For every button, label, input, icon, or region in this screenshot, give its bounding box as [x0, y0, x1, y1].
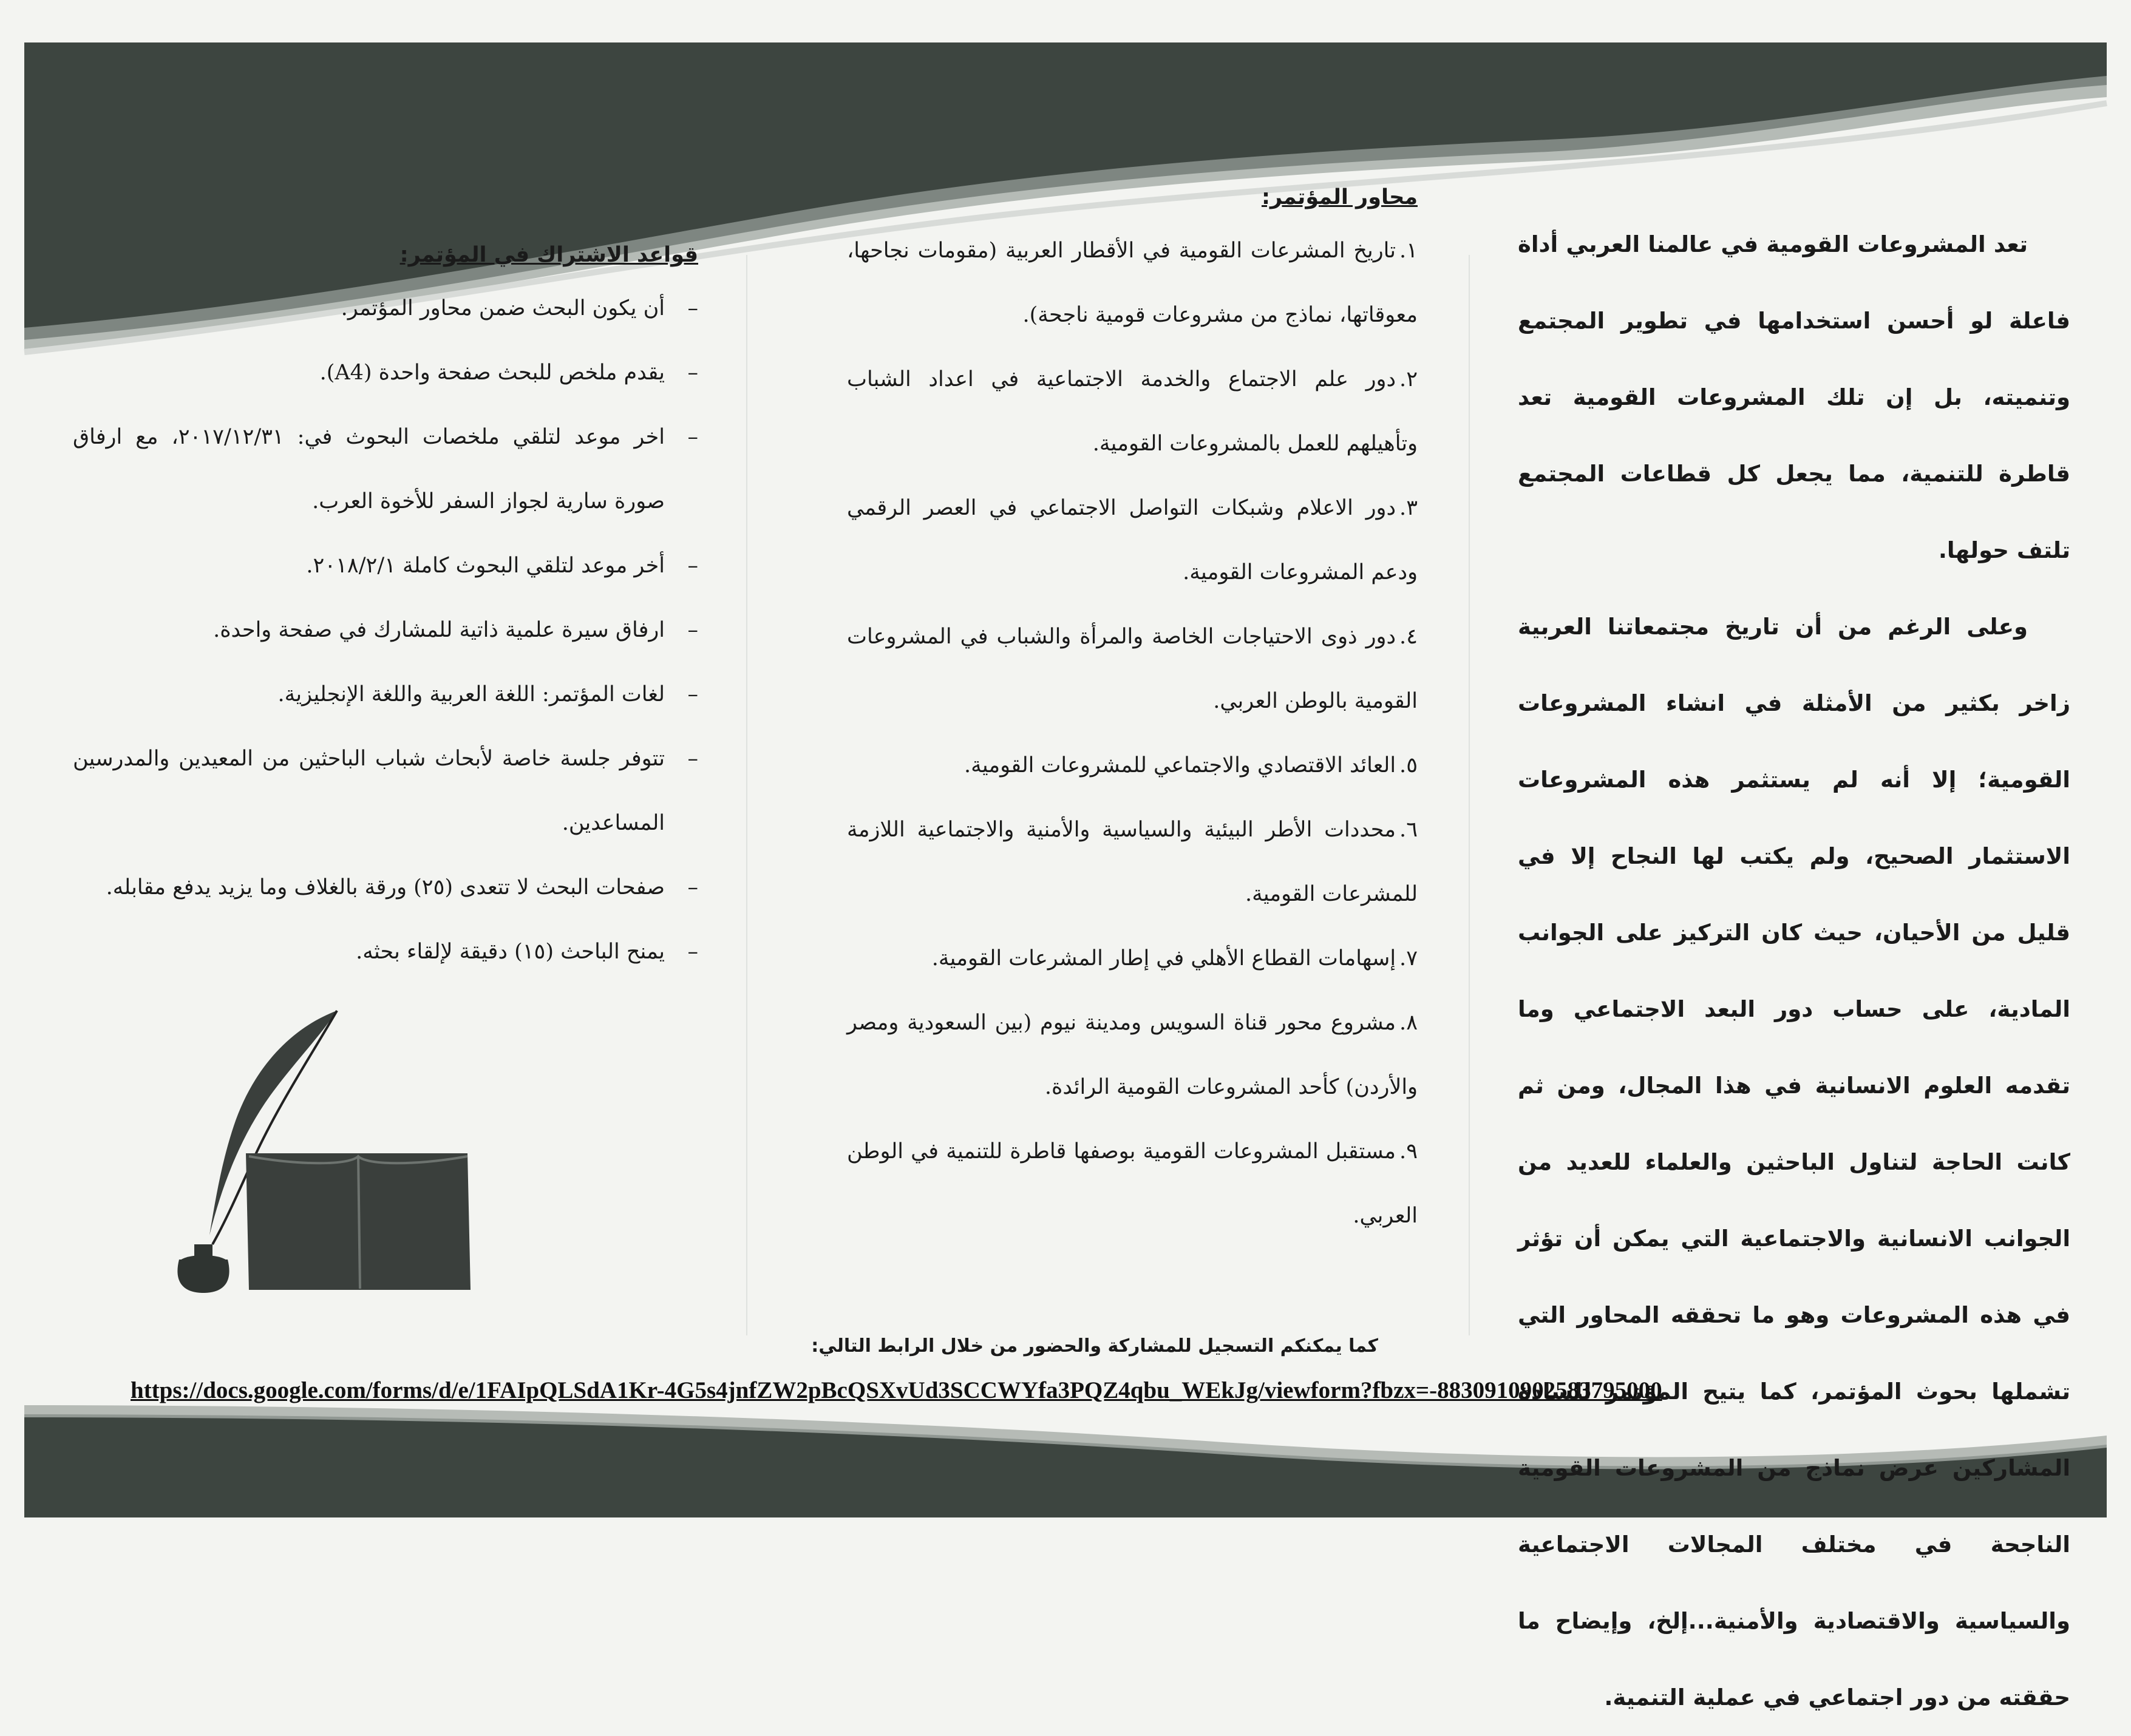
list-item: – تتوفر جلسة خاصة لأبحاث شباب الباحثين من المعيدين والمدرسين المساعدين.: [73, 727, 698, 855]
item-number: ٩.: [1399, 1139, 1418, 1164]
quill-and-inkwell-icon: [131, 1005, 483, 1296]
registration-link[interactable]: https://docs.google.com/forms/d/e/1FAIpQLSdA1Kr-4G5s4jnfZW2pBcQSXvUd3SCCWYfa3PQZ4qbu_WEkJg/viewform?fbzx=-8830910902583795000: [131, 1377, 1662, 1403]
item-number: ٨.: [1399, 1011, 1418, 1035]
item-text: مستقبل المشروعات القومية بوصفها قاطرة للتنمية في الوطن العربي.: [847, 1139, 1418, 1228]
list-item: – ارفاق سيرة علمية ذاتية للمشارك في صفحة واحدة.: [73, 598, 698, 662]
open-book-icon: [246, 1153, 471, 1290]
item-text: إسهامات القطاع الأهلي في إطار المشرعات القومية.: [931, 946, 1396, 971]
item-text: العائد الاقتصادي والاجتماعي للمشروعات القومية.: [964, 753, 1396, 778]
rules-heading: قواعد الاشتراك في المؤتمر:: [399, 243, 698, 267]
item-number: ١.: [1399, 239, 1418, 263]
item-number: ٣.: [1399, 496, 1418, 520]
list-item: – أن يكون البحث ضمن محاور المؤتمر.: [73, 276, 698, 341]
axes-heading: محاور المؤتمر:: [1261, 185, 1418, 209]
axes-column: [847, 176, 1418, 1248]
list-item: – يمنح الباحث (١٥) دقيقة لإلقاء بحثه.: [73, 920, 698, 984]
item-number: ٤.: [1399, 625, 1418, 649]
intro-paragraph: تعد المشروعات القومية في عالمنا العربي أداة فاعلة لو أحسن استخدامها في تطوير المجتمع وتنميته، بل إن تلك المشروعات القومية تعد قاطرة للتنمية، مما يجعل كل قطاعات المجتمع تلتف حولها.: [1518, 231, 2070, 563]
list-item: [847, 476, 1418, 605]
list-item: [847, 219, 1418, 347]
list-item: [847, 347, 1418, 476]
list-item: – يقدم ملخص للبحث صفحة واحدة (A4).: [73, 341, 698, 405]
intro-paragraph: وعلى الرغم من أن تاريخ مجتمعاتنا العربية زاخر بكثير من الأمثلة في انشاء المشروعات القومية؛ إلا أنه لم يستثمر هذه المشروعات الاستثمار الصحيح، ولم يكتب لها النجاح إلا في قليل من الأحيان، حيث كان التركيز على الجوانب المادية، على حساب دور البعد الاجتماعي وما تقدمه العلوم الانسانية في هذا المجال، ومن ثم كانت الحاجة لتناول الباحثين والعلماء للعديد من الجوانب الانسانية والاجتماعية التي يمكن أن تؤثر في هذه المشروعات وهو ما تحققه المحاور التي تشملها بحوث المؤتمر، كما يتيح المؤتمر للسادة المشاركين عرض نماذج من المشروعات القومية الناجحة في مختلف المجالات الاجتماعية والسياسية والاقتصادية والأمنية...إلخ، وإيضاح ما حققته من دور اجتماعي في عملية التنمية.: [1518, 614, 2070, 1711]
item-text: تاريخ المشرعات القومية في الأقطار العربية (مقومات نجاحها، معوقاتها، نماذج من مشروعات قومية ناجحة).: [847, 239, 1418, 327]
item-number: ٥.: [1399, 753, 1418, 778]
list-item: – أخر موعد لتلقي البحوث كاملة ٢٠١٨/٢/١.: [73, 534, 698, 598]
item-number: ٧.: [1399, 946, 1418, 971]
list-item: [847, 798, 1418, 926]
list-item: [847, 926, 1418, 991]
item-text: مشروع محور قناة السويس ومدينة نيوم (بين السعودية ومصر والأردن) كأحد المشروعات القومية الرائدة.: [847, 1011, 1418, 1099]
item-text: دور ذوى الاحتياجات الخاصة والمرأة والشباب في المشروعات القومية بالوطن العربي.: [847, 625, 1418, 713]
rules-column: [73, 234, 698, 984]
list-item: [847, 991, 1418, 1119]
list-item: [847, 1119, 1418, 1248]
item-number: ٢.: [1399, 367, 1418, 392]
list-item: – لغات المؤتمر: اللغة العربية واللغة الإنجليزية.: [73, 662, 698, 727]
item-number: ٦.: [1399, 818, 1418, 842]
axes-list: [847, 219, 1418, 1248]
rules-list: [73, 276, 698, 984]
item-text: دور علم الاجتماع والخدمة الاجتماعية في اعداد الشباب وتأهيلهم للعمل بالمشروعات القومية.: [847, 367, 1418, 456]
item-text: محددات الأطر البيئية والسياسية والأمنية والاجتماعية اللازمة للمشرعات القومية.: [847, 818, 1418, 906]
list-item: – اخر موعد لتلقي ملخصات البحوث في: ٢٠١٧/١٢/٣١، مع ارفاق صورة سارية لجواز السفر للأخوة العرب.: [73, 405, 698, 534]
intro-column: [1518, 206, 2070, 1736]
list-item: [847, 733, 1418, 798]
list-item: [847, 605, 1418, 733]
item-text: دور الاعلام وشبكات التواصل الاجتماعي في العصر الرقمي ودعم المشروعات القومية.: [847, 496, 1418, 585]
list-item: – صفحات البحث لا تتعدى (٢٥) ورقة بالغلاف وما يزيد يدفع مقابله.: [73, 855, 698, 920]
registration-note: كما يمكنكم التسجيل للمشاركة والحضور من خلال الرابط التالي:: [811, 1335, 1378, 1357]
